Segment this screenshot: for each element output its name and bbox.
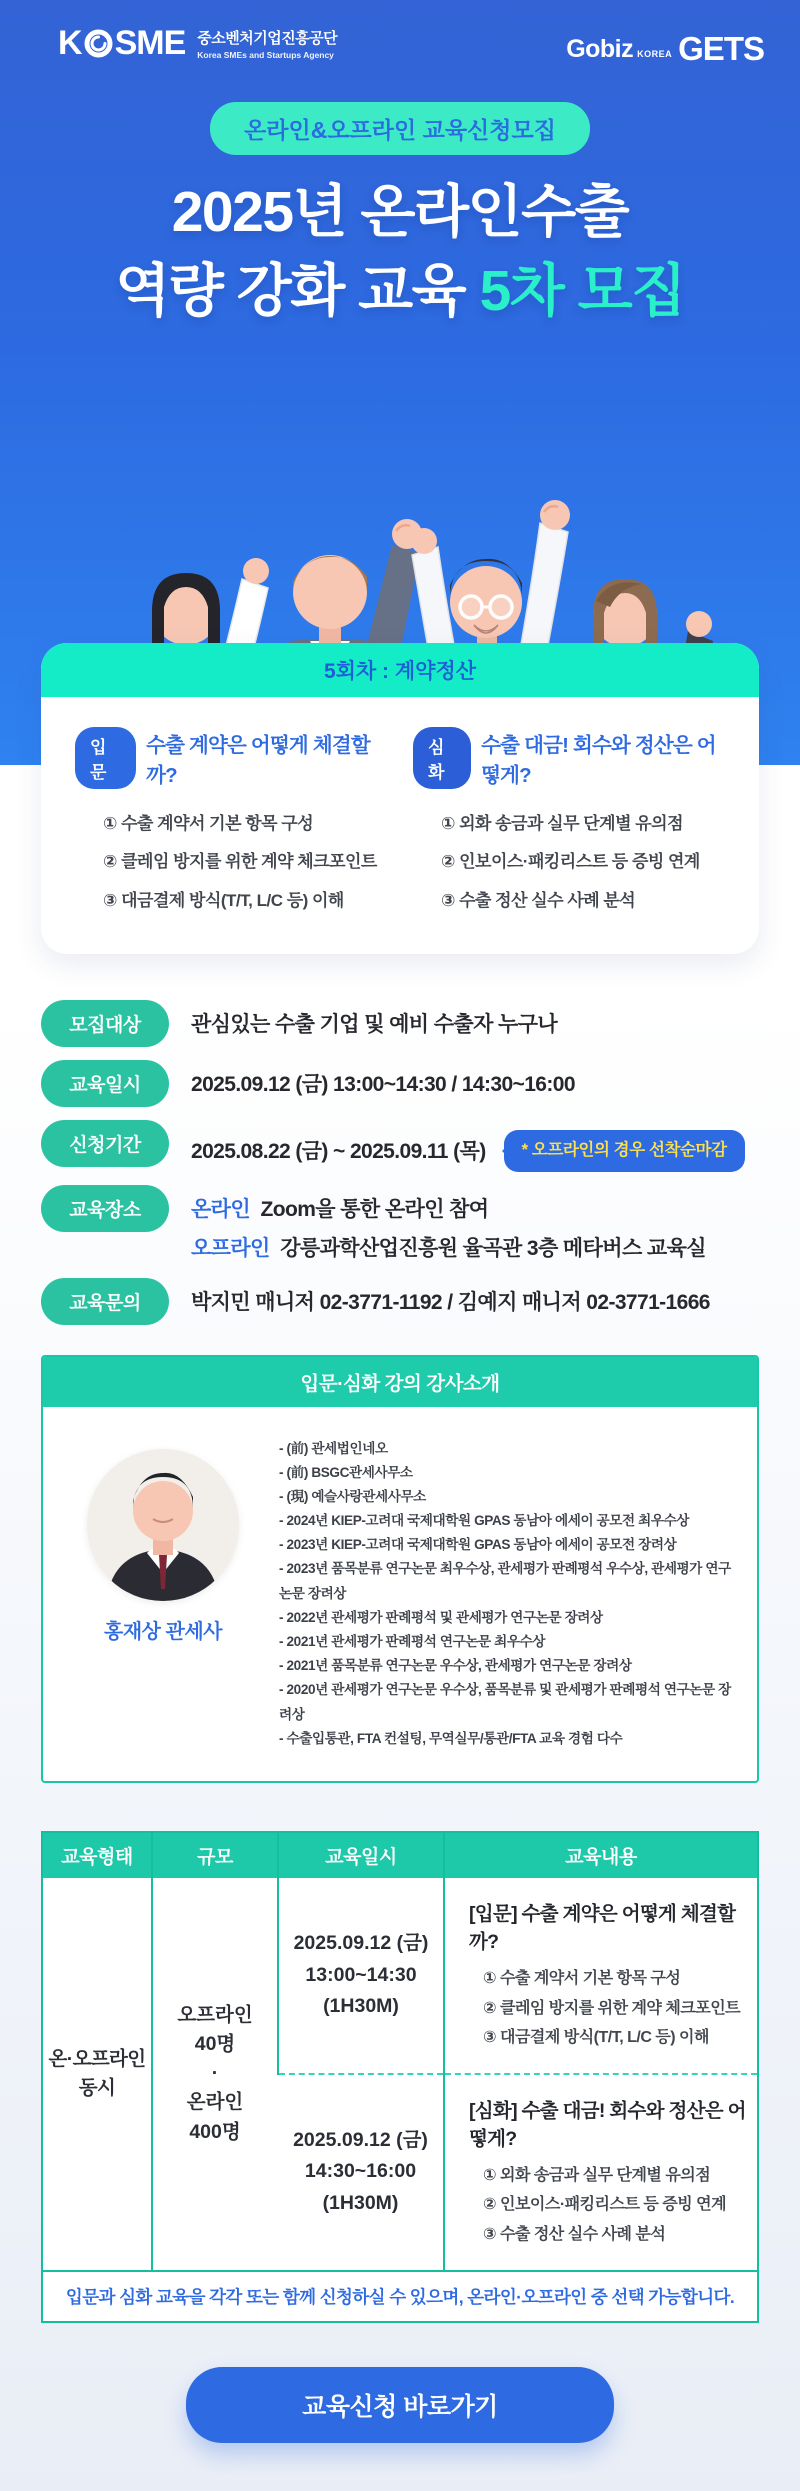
capacity-line: ·	[211, 2062, 219, 2085]
intro-item: ③ 대금결제 방식(T/T, L/C 등) 이해	[103, 890, 344, 910]
contact-text: 박지민 매니저 02-3771-1192 / 김예지 매니저 02-3771-1666	[191, 1290, 710, 1314]
advanced-badge: 심화	[413, 727, 471, 789]
kosme-subtitle	[195, 27, 337, 60]
advanced-content-cell	[444, 2074, 758, 2271]
date-line: 2025.09.12 (금)	[293, 1932, 429, 1954]
instructor-avatar-icon	[87, 1449, 239, 1601]
intro-heading: 수출 계약은 어떻게 체결할까?	[146, 734, 370, 787]
session-card	[41, 643, 759, 954]
kosme-sme: SME	[114, 24, 186, 62]
credential-item: - 2021년 관세평가 판례평석 연구논문 최우수상	[279, 1634, 546, 1650]
instructor-band: 입문·심화 강의 강사소개	[43, 1357, 757, 1407]
apply-label: 신청기간	[41, 1120, 169, 1167]
credential-item: - 2024년 KIEP-고려대 국제대학원 GPAS 동남아 에세이 공모전 최우수상	[279, 1513, 690, 1529]
info-row-apply	[41, 1120, 759, 1172]
content-item: ③ 대금결제 방식(T/T, L/C 등) 이해	[483, 2029, 709, 2047]
place-online-text: Zoom을 통한 온라인 참여	[260, 1197, 489, 1221]
instructor-card	[41, 1355, 759, 1783]
credential-item: - 2021년 품목분류 연구논문 우수상, 관세평가 연구논문 장려상	[279, 1658, 632, 1674]
kosme-k: K	[58, 24, 82, 62]
capacity-line: 40명	[194, 2032, 236, 2055]
content-item: ③ 수출 정산 실수 사례 분석	[483, 2225, 666, 2243]
capacity-line: 온라인	[186, 2091, 244, 2114]
advanced-column	[413, 727, 725, 920]
intro-items	[103, 805, 387, 920]
table-row-intro	[42, 1878, 758, 2074]
kosme-name-en: Korea SMEs and Startups Agency	[197, 49, 334, 60]
target-label: 모집대상	[41, 1000, 169, 1047]
info-row-contact	[41, 1278, 759, 1325]
content-item: ② 인보이스·패킹리스트 등 증빙 연계	[483, 2196, 727, 2214]
place-label: 교육장소	[41, 1185, 169, 1232]
info-row-place	[41, 1185, 759, 1265]
title-line2-white: 역량 강화 교육	[115, 258, 480, 323]
duration-line: (1H30M)	[323, 1995, 399, 2018]
advanced-datetime-cell	[278, 2074, 444, 2271]
intro-badge: 입문	[75, 727, 136, 789]
content-item: ① 외화 송금과 실무 단계별 유의점	[483, 2166, 711, 2184]
advanced-item: ① 외화 송금과 실무 단계별 유의점	[441, 814, 683, 833]
time-line: 13:00~14:30	[305, 1963, 417, 1986]
schedule-table	[41, 1831, 759, 2323]
header-content: 교육내용	[444, 1832, 758, 1878]
intro-item: ① 수출 계약서 기본 항목 구성	[103, 814, 314, 833]
advanced-item: ③ 수출 정산 실수 사례 분석	[441, 890, 636, 910]
title-line2-teal: 5차 모집	[479, 258, 685, 323]
contact-label: 교육문의	[41, 1278, 169, 1325]
credential-item: - 2023년 KIEP-고려대 국제대학원 GPAS 동남아 에세이 공모전 장려상	[279, 1537, 677, 1553]
target-text: 관심있는 수출 기업 및 예비 수출자 누구나	[191, 1012, 558, 1036]
credential-item: - 2022년 관세평가 판례평석 및 관세평가 연구논문 장려상	[279, 1609, 603, 1625]
cta-area	[41, 2367, 759, 2491]
table-footnote-row	[42, 2271, 758, 2322]
date-line: 2025.09.12 (금)	[293, 2128, 428, 2151]
recruit-badge: 온라인&오프라인 교육신청모집	[210, 102, 590, 155]
intro-content-title: [입문] 수출 계약은 어떻게 체결할까?	[469, 1902, 736, 1953]
format-cell: 온·오프라인 동시	[48, 2047, 146, 2099]
datetime-label: 교육일시	[41, 1060, 169, 1107]
gobiz-text: Gobiz	[566, 34, 634, 63]
info-row-datetime	[41, 1060, 759, 1107]
gobiz-gets-logo	[566, 30, 764, 68]
instructor-name: 홍재상 관세사	[104, 1620, 222, 1643]
time-line: 14:30~16:00	[304, 2160, 417, 2183]
advanced-heading: 수출 대금! 회수와 정산은 어떻게?	[481, 734, 716, 787]
header-bar	[0, 0, 800, 68]
advanced-content-title: [심화] 수출 대금! 회수와 정산은 어떻게?	[469, 2099, 746, 2150]
info-row-target	[41, 1000, 759, 1047]
apply-deadline-bubble: * 오프라인의 경우 선착순마감	[504, 1130, 745, 1172]
place-offline-tag: 오프라인	[191, 1237, 270, 1261]
kosme-wordmark	[58, 26, 185, 60]
content-item: ② 클레임 방지를 위한 계약 체크포인트	[483, 1999, 741, 2017]
capacity-cell	[152, 1878, 278, 2271]
duration-line: (1H30M)	[322, 2191, 399, 2214]
poster-title	[0, 173, 800, 330]
kosme-name-kr: 중소벤처기업진흥공단	[197, 29, 338, 47]
session-band: 5회차 : 계약정산	[41, 643, 759, 697]
credential-item: - (前) BSGC관세사무소	[279, 1464, 413, 1480]
place-text	[169, 1185, 706, 1265]
kosme-logo	[58, 26, 337, 60]
info-section	[41, 1000, 759, 1325]
header-capacity: 규모	[152, 1832, 278, 1878]
intro-item: ② 클레임 방지를 위한 계약 체크포인트	[103, 852, 377, 872]
title-line-2	[0, 252, 800, 331]
apply-period: 2025.08.22 (금) ~ 2025.09.11 (목)	[191, 1139, 486, 1163]
place-offline-text: 강릉과학산업진흥원 율곡관 3층 메타버스 교육실	[280, 1237, 706, 1261]
korea-text: KOREA	[637, 49, 673, 59]
table-footnote: 입문과 심화 교육을 각각 또는 함께 신청하실 수 있으며, 온라인·오프라인 중 선택 가능합니다.	[42, 2271, 758, 2322]
apply-button[interactable]: 교육신청 바로가기	[186, 2367, 614, 2443]
instructor-profile	[73, 1435, 253, 1644]
credential-item: - (前) 관세법인네오	[279, 1440, 388, 1456]
credential-item: - 2020년 관세평가 연구논문 우수상, 품목분류 및 관세평가 판례평석 연구논문 장려상	[279, 1682, 731, 1722]
capacity-line: 400명	[189, 2120, 241, 2143]
kosme-swirl-o-icon	[83, 28, 114, 59]
credential-item: - 2023년 품목분류 연구논문 최우수상, 관세평가 판례평석 우수상, 관세평가 연구논문 장려상	[279, 1561, 731, 1601]
instructor-body	[43, 1407, 757, 1781]
advanced-item: ② 인보이스·패킹리스트 등 증빙 연계	[441, 852, 700, 872]
intro-datetime-cell	[278, 1878, 444, 2074]
instructor-credentials	[279, 1435, 731, 1751]
table-header-row	[42, 1832, 758, 1878]
place-online-tag: 온라인	[191, 1197, 251, 1221]
credential-item: - (現) 예슬사랑관세사무소	[279, 1488, 426, 1504]
session-body	[41, 697, 759, 954]
capacity-line: 오프라인	[177, 2003, 253, 2026]
gets-text: GETS	[678, 30, 764, 67]
advanced-content-items	[483, 2161, 747, 2250]
advanced-items	[441, 805, 725, 920]
place-online-line	[191, 1195, 706, 1225]
credential-item: - 수출입통관, FTA 컨설팅, 무역실무/통관/FTA 교육 경험 다수	[279, 1730, 623, 1746]
header-datetime: 교육일시	[278, 1832, 444, 1878]
title-line-1: 2025년 온라인수출	[171, 180, 629, 244]
instructor-photo	[87, 1449, 239, 1601]
content-item: ① 수출 계약서 기본 항목 구성	[483, 1969, 681, 1987]
datetime-text: 2025.09.12 (금) 13:00~14:30 / 14:30~16:00	[191, 1072, 575, 1096]
intro-column	[75, 727, 387, 920]
intro-content-cell	[444, 1878, 758, 2074]
apply-text	[169, 1120, 745, 1172]
header-format: 교육형태	[42, 1832, 152, 1878]
intro-content-items	[483, 1964, 747, 2053]
place-offline-line	[191, 1234, 706, 1264]
